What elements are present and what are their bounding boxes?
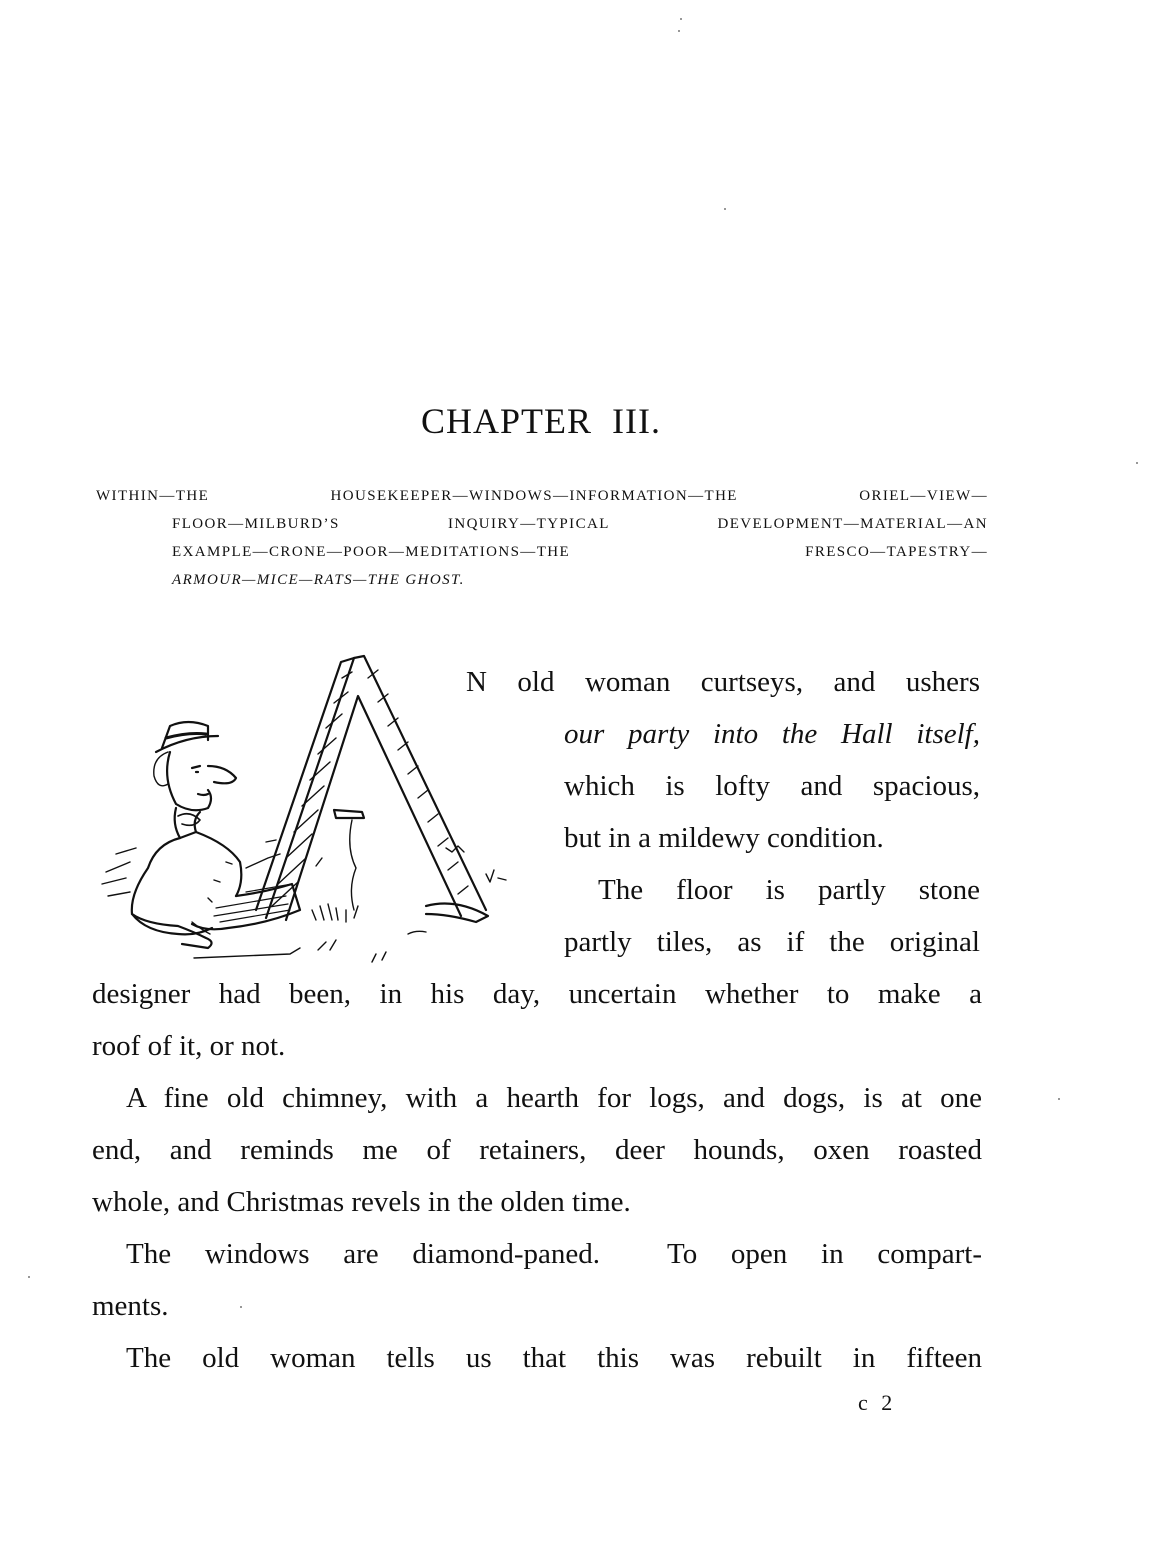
text-line: our party into the Hall itself,	[564, 718, 980, 750]
paragraph-3	[92, 1072, 982, 1228]
chapter-summary	[96, 482, 988, 594]
text-line: whole, and Christmas revels in the olden time.	[92, 1186, 631, 1218]
summary-line-2: FLOOR—MILBURD’S INQUIRY—TYPICAL DEVELOPMENT—MATERIAL—AN	[172, 516, 988, 532]
summary-line-4: ARMOUR—MICE—RATS—THE GHOST.	[172, 572, 465, 588]
text-line: ments.	[92, 1290, 169, 1322]
scan-speck	[1136, 462, 1138, 464]
paragraph-2-continued	[92, 968, 982, 1072]
scan-speck	[678, 30, 680, 32]
text-line: designer had been, in his day, uncertain whether to make a	[92, 978, 982, 1010]
paragraph-4	[92, 1228, 982, 1332]
drop-cap-letter-a-with-reclining-man-icon	[96, 648, 516, 974]
scan-speck	[680, 18, 682, 20]
text-line: The windows are diamond-paned. To open in compart-	[126, 1238, 982, 1270]
text-line: end, and reminds me of retainers, deer hounds, oxen roasted	[92, 1134, 982, 1166]
text-line: which is lofty and spacious,	[564, 770, 980, 802]
paragraph-2	[564, 864, 980, 968]
chapter-title: CHAPTER III.	[421, 401, 661, 441]
scan-speck	[1058, 1098, 1060, 1100]
scan-speck	[28, 1276, 30, 1278]
printer-signature-mark: c 2	[858, 1390, 897, 1415]
text-line: The old woman tells us that this was rebuilt in fifteen	[126, 1342, 982, 1374]
text-line: roof of it, or not.	[92, 1030, 286, 1062]
paragraph-5	[92, 1332, 982, 1384]
text-line: but in a mildewy condition.	[564, 822, 884, 854]
text-line: partly tiles, as if the original	[564, 926, 980, 958]
summary-line-3: EXAMPLE—CRONE—POOR—MEDITATIONS—THE FRESCO—TAPESTRY—	[172, 544, 988, 560]
summary-line-1: WITHIN—THE HOUSEKEEPER—WINDOWS—INFORMATION—THE ORIEL—VIEW—	[96, 488, 988, 504]
text-line: The floor is partly stone	[598, 874, 980, 906]
text-line: A fine old chimney, with a hearth for logs, and dogs, is at one	[126, 1082, 982, 1114]
text-line: N old woman curtseys, and ushers	[466, 666, 980, 698]
paragraph-1	[466, 656, 980, 864]
scan-speck	[724, 208, 726, 210]
